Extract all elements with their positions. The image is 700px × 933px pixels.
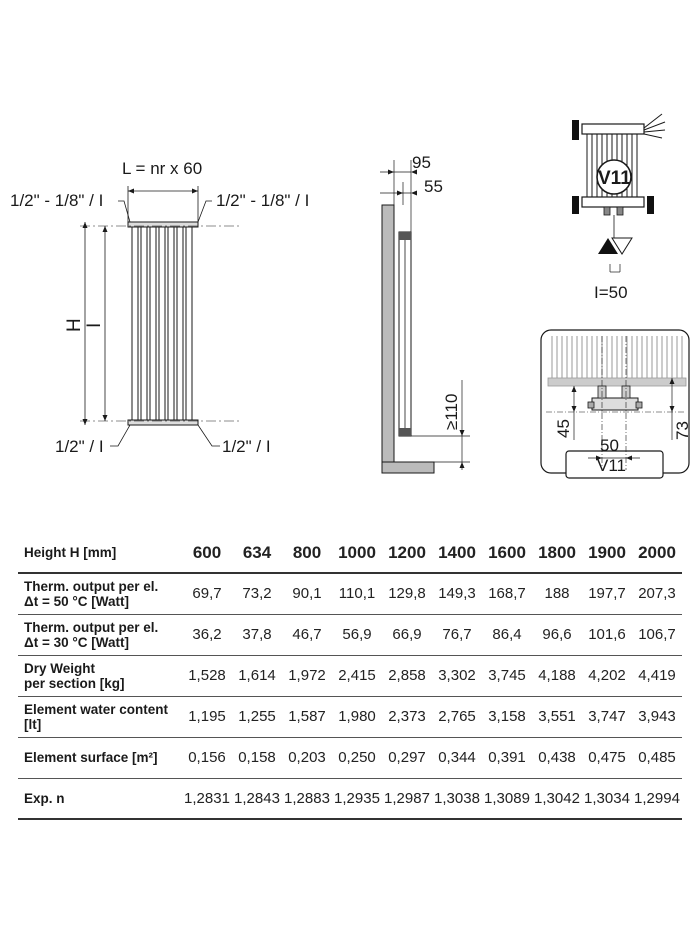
- table-header-row: [18, 533, 682, 573]
- table-row: [18, 573, 682, 614]
- value-cell: 101,6: [588, 626, 626, 643]
- value-cell: 3,302: [438, 667, 476, 684]
- value-cell: 1,972: [288, 667, 326, 684]
- height-cell: 1900: [588, 542, 626, 562]
- width-formula: L = nr x 60: [122, 159, 203, 178]
- front-view: [80, 186, 240, 446]
- value-cell: 2,373: [388, 708, 426, 725]
- row-label-text: Exp.: [24, 790, 57, 806]
- bottom-right-connection-label: 1/2" / I: [222, 437, 271, 456]
- detail-model-label: V11: [597, 456, 626, 475]
- value-cell: 73,2: [242, 585, 272, 603]
- value-cell: 3,943: [638, 708, 676, 725]
- value-cell: 0,158: [238, 749, 276, 766]
- value-cell: 149,3: [438, 585, 476, 603]
- table-row: [18, 778, 682, 819]
- floor-gap-dim: ≥110: [442, 393, 461, 430]
- value-cell: 3,551: [538, 708, 576, 725]
- value-cell: 36,2: [192, 626, 222, 643]
- value-cell: 3,745: [488, 667, 526, 684]
- value-cell: 0,156: [188, 749, 226, 766]
- value-cell: 1,3089: [484, 789, 530, 807]
- value-cell: 0,475: [588, 749, 626, 766]
- height-cell: 1000: [338, 542, 376, 562]
- row-label-line: Dry Weight: [24, 660, 96, 676]
- value-cell: 86,4: [492, 626, 522, 643]
- height-cell: 2000: [638, 542, 676, 562]
- value-cell: 96,6: [542, 626, 572, 643]
- value-cell: 76,7: [442, 626, 472, 643]
- value-cell: 4,419: [638, 667, 676, 684]
- value-cell: 56,9: [342, 626, 372, 643]
- value-cell: 1,2994: [634, 789, 680, 807]
- row-label-exponent: n: [56, 790, 65, 806]
- value-cell: 0,203: [288, 749, 326, 766]
- value-cell: 106,7: [638, 626, 676, 643]
- value-cell: 1,980: [338, 708, 376, 725]
- row-label: [18, 696, 182, 737]
- row-label: [18, 614, 182, 655]
- row-label: [18, 778, 182, 819]
- table-row: [18, 696, 682, 737]
- spec-table: [18, 533, 682, 820]
- value-cell: 1,3034: [584, 789, 630, 807]
- detail-dim-center: 50: [600, 436, 619, 455]
- value-cell: 207,3: [638, 585, 676, 603]
- height-cell: 1400: [438, 542, 476, 562]
- height-cell: 1800: [538, 542, 576, 562]
- connection-view: [572, 114, 665, 272]
- value-cell: 46,7: [292, 626, 322, 643]
- value-cell: 4,188: [538, 667, 576, 684]
- value-cell: 3,747: [588, 708, 626, 725]
- connection-interaxis-label: I=50: [594, 283, 628, 302]
- top-left-connection-label: 1/2" - 1/8" / I: [10, 191, 104, 210]
- value-cell: 0,391: [488, 749, 526, 766]
- row-label-line: Therm. output per el.: [24, 578, 159, 594]
- detail-dim-left: 45: [554, 419, 573, 438]
- value-cell: 90,1: [292, 585, 322, 603]
- detail-dim-right: 73: [673, 421, 692, 440]
- value-cell: 1,2831: [184, 789, 230, 807]
- value-cell: 1,3042: [534, 789, 580, 807]
- height-cell: 800: [292, 542, 322, 562]
- value-cell: 1,3038: [434, 789, 480, 807]
- value-cell: 1,255: [238, 708, 276, 725]
- value-cell: 2,765: [438, 708, 476, 725]
- interaxis-label: I: [84, 322, 105, 328]
- value-cell: 1,2935: [334, 789, 380, 807]
- value-cell: 3,158: [488, 708, 526, 725]
- value-cell: 110,1: [338, 585, 376, 603]
- row-label-line: Therm. output per el.: [24, 619, 159, 635]
- value-cell: 1,195: [188, 708, 226, 725]
- row-label: Height H [mm]: [24, 545, 117, 560]
- table-row: [18, 655, 682, 696]
- value-cell: 69,7: [192, 585, 222, 603]
- value-cell: 4,202: [588, 667, 626, 684]
- value-cell: 0,485: [638, 749, 676, 766]
- height-cell: 1600: [488, 542, 526, 562]
- value-cell: 37,8: [242, 626, 272, 643]
- height-cell: 1200: [388, 542, 426, 562]
- height-label: H: [64, 318, 85, 332]
- value-cell: 1,587: [288, 708, 326, 725]
- value-cell: 168,7: [488, 585, 526, 603]
- row-label-line: Δt = 30 °C [Watt]: [24, 634, 129, 650]
- value-cell: 129,8: [388, 585, 426, 603]
- value-cell: 2,415: [338, 667, 376, 684]
- table-row: [18, 737, 682, 778]
- value-cell: 2,858: [388, 667, 426, 684]
- row-label-line: Element water content: [24, 701, 169, 717]
- value-cell: 0,344: [438, 749, 476, 766]
- bottom-left-connection-label: 1/2" / I: [55, 437, 104, 456]
- value-cell: 1,2843: [234, 789, 280, 807]
- row-label: [18, 655, 182, 696]
- depth-total-dim: 95: [412, 153, 431, 172]
- value-cell: 1,2883: [284, 789, 330, 807]
- row-label: [18, 573, 182, 614]
- row-label: Element surface [m²]: [24, 750, 158, 765]
- table-row: [18, 614, 682, 655]
- value-cell: 1,2987: [384, 789, 430, 807]
- value-cell: 0,297: [388, 749, 426, 766]
- row-label-line: per section [kg]: [24, 675, 125, 691]
- height-cell: 634: [242, 542, 272, 562]
- height-cell: 600: [192, 542, 222, 562]
- top-right-connection-label: 1/2" - 1/8" / I: [216, 191, 310, 210]
- value-cell: 0,438: [538, 749, 576, 766]
- connection-model-label: V11: [598, 168, 631, 189]
- row-label-line: [lt]: [24, 716, 42, 732]
- row-label-line: Δt = 50 °C [Watt]: [24, 593, 129, 609]
- depth-body-dim: 55: [424, 177, 443, 196]
- value-cell: 188: [544, 585, 570, 603]
- value-cell: 1,614: [238, 667, 276, 684]
- value-cell: 0,250: [338, 749, 376, 766]
- value-cell: 1,528: [188, 667, 226, 684]
- value-cell: 197,7: [588, 585, 626, 603]
- value-cell: 66,9: [392, 626, 422, 643]
